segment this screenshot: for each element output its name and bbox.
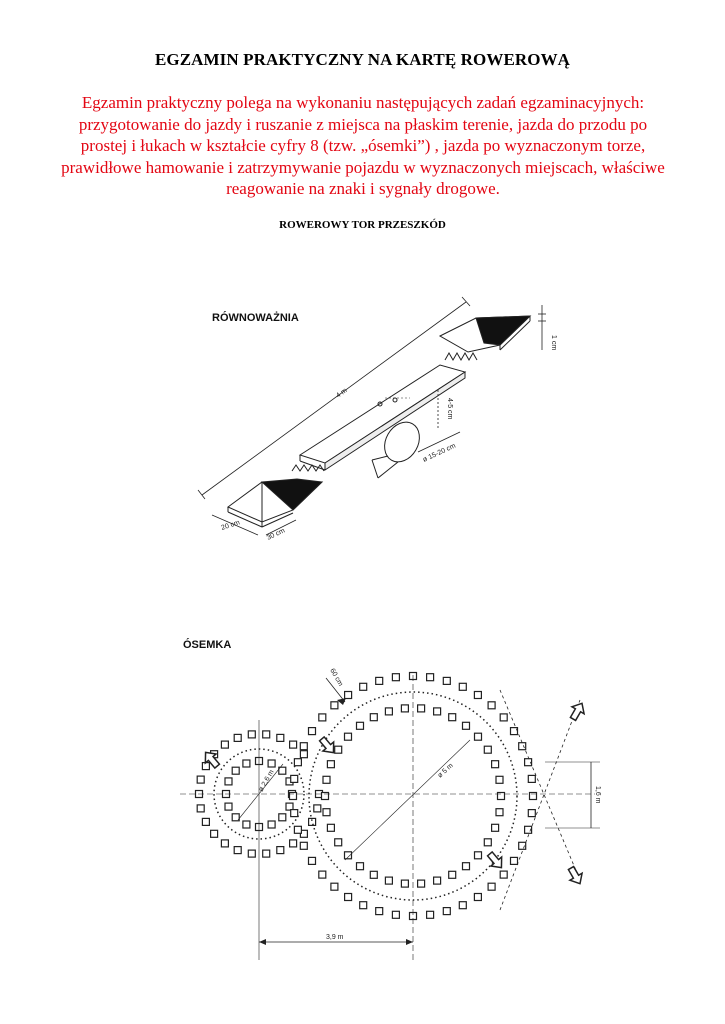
cone-marker (427, 674, 434, 681)
cone-marker (345, 692, 352, 699)
cone-marker (234, 847, 241, 854)
cone-marker (498, 793, 505, 800)
cone-marker (319, 871, 326, 878)
cone-marker (243, 760, 250, 767)
cone-marker (492, 824, 499, 831)
dim-gate: 1,6 m (594, 786, 601, 804)
cone-marker (279, 814, 286, 821)
cone-marker (392, 674, 399, 681)
cone-marker (511, 857, 518, 864)
cone-marker (385, 877, 392, 884)
cone-marker (202, 818, 209, 825)
direction-arrow-icon (484, 849, 506, 872)
cone-marker (323, 809, 330, 816)
cone-marker (232, 767, 239, 774)
dim-height-right: 1 cm (550, 335, 557, 351)
dim-diameter: ø 15-20 cm (421, 442, 457, 464)
cone-marker (300, 751, 307, 758)
cone-marker (221, 741, 228, 748)
cone-marker (300, 743, 307, 750)
cone-marker (418, 880, 425, 887)
cone-marker (496, 776, 503, 783)
joint-right (445, 353, 477, 360)
cone-marker (197, 776, 204, 783)
cone-marker (385, 708, 392, 715)
cone-marker (528, 775, 535, 782)
cone-marker (263, 850, 270, 857)
cone-marker (449, 871, 456, 878)
cone-marker (418, 705, 425, 712)
cone-marker (357, 863, 364, 870)
direction-arrow-icon (567, 700, 588, 723)
cone-marker (443, 908, 450, 915)
cone-marker (484, 746, 491, 753)
figure-eight-figure (180, 638, 601, 960)
cone-marker (202, 763, 209, 770)
dim-width: 20 cm (220, 519, 241, 532)
cone-marker (263, 731, 270, 738)
cone-marker (484, 839, 491, 846)
cone-marker (243, 821, 250, 828)
cone-marker (376, 677, 383, 684)
balance-beam-figure (198, 297, 557, 542)
cone-marker (443, 677, 450, 684)
cone-marker (370, 714, 377, 721)
cone-marker (530, 793, 537, 800)
cone-marker (335, 839, 342, 846)
cone-marker (268, 760, 275, 767)
cone-marker (327, 824, 334, 831)
cone-marker (294, 759, 301, 766)
dim-spacing: 60 cm (328, 667, 344, 688)
cone-marker (475, 733, 482, 740)
cone-marker (234, 734, 241, 741)
cone-marker (319, 714, 326, 721)
cone-marker (323, 776, 330, 783)
cone-marker (474, 894, 481, 901)
cone-marker (309, 857, 316, 864)
cone-marker (248, 731, 255, 738)
cone-marker (360, 902, 367, 909)
cone-marker (268, 821, 275, 828)
cone-marker (488, 702, 495, 709)
cone-marker (434, 877, 441, 884)
left-ramp (228, 479, 322, 527)
cone-marker (300, 842, 307, 849)
document-title: EGZAMIN PRAKTYCZNY NA KARTĘ ROWEROWĄ (154, 50, 571, 69)
cone-marker (294, 826, 301, 833)
cone-marker (345, 733, 352, 740)
cone-marker (290, 793, 297, 800)
cone-marker (459, 683, 466, 690)
cone-marker (357, 722, 364, 729)
dim-height-center: 4-5 cm (446, 398, 453, 420)
direction-arrow-icon (565, 865, 586, 888)
cone-marker (345, 852, 352, 859)
cone-marker (360, 683, 367, 690)
figure-eight-label: ÓSEMKA (183, 639, 232, 651)
cone-marker (331, 702, 338, 709)
right-ramp (440, 316, 530, 352)
dim-center-distance: 3,9 m (326, 934, 344, 941)
cone-marker (401, 705, 408, 712)
cone-marker (248, 850, 255, 857)
cone-marker (519, 743, 526, 750)
cone-marker (488, 883, 495, 890)
cone-marker (449, 714, 456, 721)
cone-marker (500, 871, 507, 878)
cone-marker (474, 692, 481, 699)
dim-small-diameter: ø 2,6 m (257, 768, 276, 793)
cone-marker (528, 810, 535, 817)
cone-marker (221, 840, 228, 847)
cone-marker (463, 722, 470, 729)
dim-ramp: 30 cm (265, 527, 287, 542)
cone-marker (335, 746, 342, 753)
cone-marker (327, 761, 334, 768)
cone-marker (496, 809, 503, 816)
cone-marker (500, 714, 507, 721)
cone-marker (331, 883, 338, 890)
cone-marker (459, 902, 466, 909)
cone-marker (376, 908, 383, 915)
cone-marker (392, 911, 399, 918)
cone-marker (314, 805, 321, 812)
cone-marker (197, 805, 204, 812)
cone-marker (277, 734, 284, 741)
cone-marker (322, 793, 329, 800)
cone-marker (277, 847, 284, 854)
cone-marker (434, 708, 441, 715)
cone-marker (225, 778, 232, 785)
cone-marker (370, 871, 377, 878)
cone-marker (290, 741, 297, 748)
cone-marker (291, 810, 298, 817)
cone-marker (401, 880, 408, 887)
cone-marker (225, 803, 232, 810)
cone-marker (291, 775, 298, 782)
cone-marker (427, 911, 434, 918)
dim-length: 4 m (335, 387, 349, 400)
cone-marker (290, 840, 297, 847)
cone-marker (309, 728, 316, 735)
dim-large-diameter: ø 5 m (436, 762, 455, 780)
cone-marker (345, 894, 352, 901)
cone-marker (475, 852, 482, 859)
cone-marker (463, 863, 470, 870)
cone-marker (211, 830, 218, 837)
balance-beam-label: RÓWNOWAŻNIA (212, 312, 299, 324)
cone-marker (492, 761, 499, 768)
section-subtitle: ROWEROWY TOR PRZESZKÓD (279, 219, 446, 231)
intro-paragraph: Egzamin praktyczny polega na wykonaniu następujących zadań egzaminacyjnych: przygotowanie do jazdy i ruszanie z miejsca na płaskim terenie, jazda do przodu po prostej i łukach w kształcie cyfry 8 (tzw. „ósemki”) , jazda po wyznaczonym torze, prawidłowe hamowanie i zatrzymywanie pojazdu w wyznaczonych miejscach, właściwe reagowanie na znaki i sygnały drogowe. (61, 93, 665, 198)
